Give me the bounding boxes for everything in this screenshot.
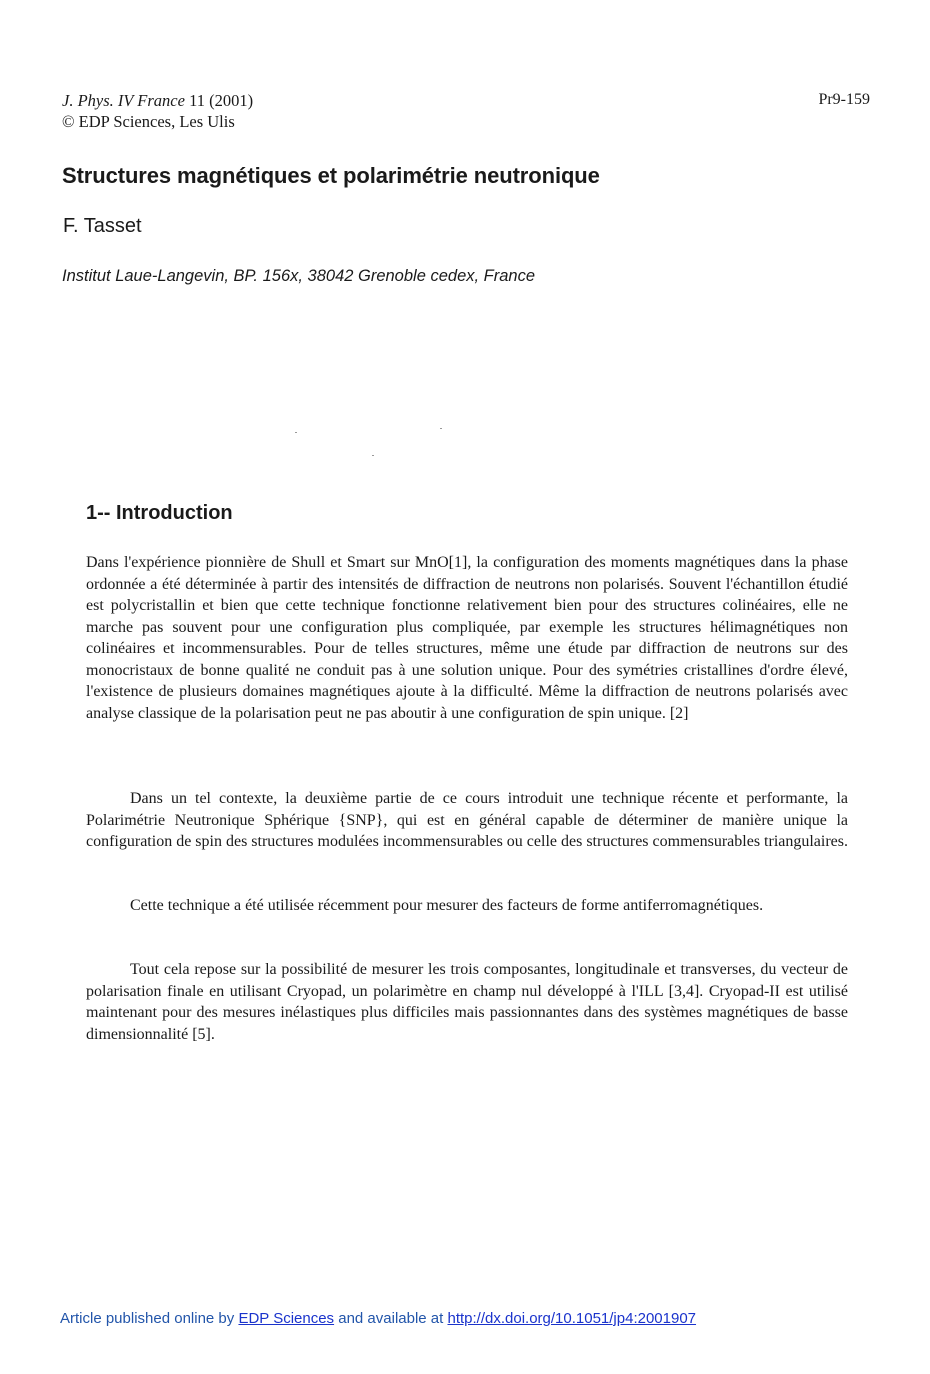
footer-middle: and available at	[334, 1310, 448, 1327]
volume-year: 11 (2001)	[184, 91, 254, 110]
article-title: Structures magnétiques et polarimétrie neutronique	[62, 163, 600, 188]
copyright-line: © EDP Sciences, Les Ulis	[62, 112, 235, 131]
journal-name: J. Phys. IV France	[62, 91, 185, 110]
article-author: F. Tasset	[63, 215, 142, 237]
publication-footer	[60, 1310, 696, 1327]
body-paragraph: Dans l'expérience pionnière de Shull et Smart sur MnO[1], la configuration des moments magnétiques dans la phase ordonnée a été déterminée à partir des intensités de diffraction de neutrons non polarisés. Souvent l'échantillon étudié est polycristallin et bien que cette technique fonctionne relativement bien pour des structures colinéaires, elle ne marche pas souvent pour une configuration plus compliquée, par exemple les structures hélimagnétiques non colinéaires et incommensurables. Pour de telles structures, même une étude par diffraction de neutrons sur des monocristaux de bonne qualité ne conduit pas à une solution unique. Pour des symétries cristallines d'ordre élevé, l'existence de plusieurs domaines magnétiques ajoute à la difficulté. Même la diffraction de neutrons polarisés avec analyse classique de la polarisation peut ne pas aboutir à une configuration de spin unique. [2]	[86, 554, 848, 722]
publisher-link[interactable]: EDP Sciences	[238, 1310, 335, 1327]
journal-citation	[62, 90, 253, 111]
body-paragraph: Tout cela repose sur la possibilité de mesurer les trois composantes, longitudinale et transverses, du vecteur de polarisation finale en utilisant Cryopad, un polarimètre en champ nul développé à l'ILL [3,4]. Cryopad-II est utilisé maintenant pour des mesures inélastiques plus difficiles mais passionnantes dans des systèmes magnétiques de basse dimensionnalité [5].	[86, 961, 848, 1043]
page-identifier: Pr9-159	[818, 91, 870, 108]
body-paragraph: Dans un tel contexte, la deuxième partie de ce cours introduit une technique récente et performante, la Polarimétrie Neutronique Sphérique {SNP}, qui est en général capable de déterminer de manière unique la configuration de spin des structures modulées incommensurables ou celle des structures commensurables triangulaires.	[86, 790, 849, 850]
footer-prefix: Article published online by	[60, 1310, 239, 1327]
scan-speck	[295, 432, 297, 433]
scan-speck	[372, 455, 374, 456]
scan-speck	[440, 428, 442, 429]
journal-header	[62, 90, 253, 132]
section-heading: 1-- Introduction	[86, 502, 233, 524]
author-affiliation: Institut Laue-Langevin, BP. 156x, 38042 Grenoble cedex, France	[62, 267, 536, 285]
doi-link[interactable]: http://dx.doi.org/10.1051/jp4:2001907	[447, 1310, 697, 1327]
body-paragraph: Cette technique a été utilisée récemment pour mesurer des facteurs de forme antiferromagnétiques.	[130, 897, 764, 914]
